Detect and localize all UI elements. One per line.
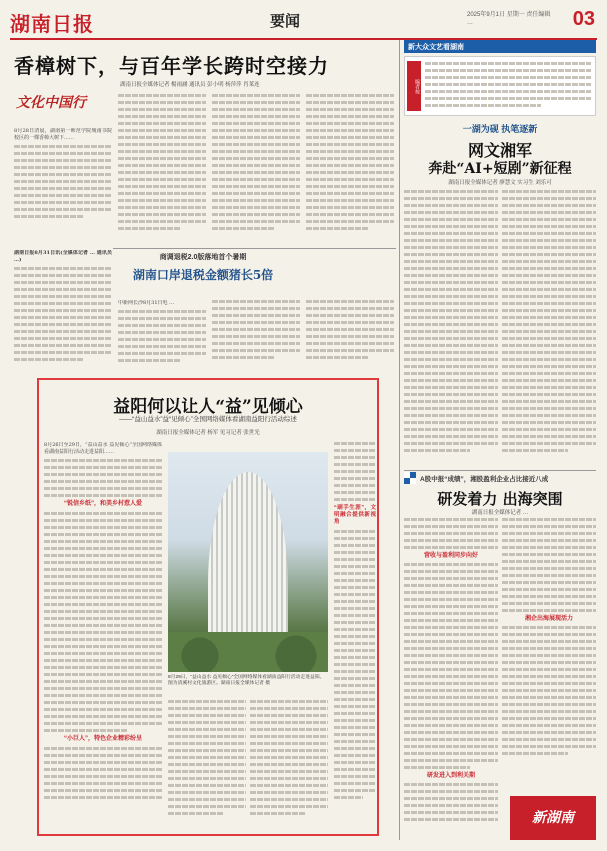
editor-note [404, 56, 596, 116]
divider [113, 248, 396, 249]
issue-date: 2025年9月1日 星期一 责任编辑 … [467, 12, 551, 26]
top-story-column-3 [212, 94, 300, 244]
bottom-right-subhead: 营收与盈利同步向好 [423, 553, 478, 559]
bottom-right-column-2 [502, 518, 596, 790]
text-filler [14, 145, 112, 218]
right-story-column-1 [404, 190, 498, 468]
qr-code-icon [404, 472, 416, 484]
newspaper-logo: 湖南日报 [10, 12, 94, 36]
column-rule [399, 40, 400, 840]
bottom-right-subhead: 研发进入到利关期 [426, 773, 475, 779]
right-headline-1: 网文湘军 [467, 141, 532, 160]
mid-story-headline: 湖南口岸退税金额猪长5倍 [132, 268, 274, 282]
feature-subhead: “锐信乡纸”，和美乡村惹人爱 [63, 501, 142, 507]
text-filler [404, 518, 498, 549]
divider [404, 470, 596, 471]
bottom-right-column-1 [404, 518, 498, 840]
feature-headline: 益阳何以让人“益”见倾心 [113, 397, 303, 417]
mid-story-column-3 [306, 300, 394, 372]
top-story-lede [14, 128, 112, 248]
text-filler [14, 267, 112, 361]
right-panel-header: 新大众文艺看湖南 [404, 40, 596, 53]
mid-story-column-1 [118, 300, 206, 372]
feature-lede: 8月26日至29日，“益山益水 益见倾心”全国网络媒体看湖南益阳行活动走进益阳…… [44, 442, 162, 455]
feature-photo-caption: 8月29日，“益山益水 益见倾心”全国网络媒体看湖南益阳行活动走进益阳。图为清溪村文化旅游区。湖南日报全媒体记者 摄 [168, 675, 325, 686]
section-title: 要闻 [270, 12, 301, 30]
feature-deck: ——“益山益水”益“见倾心”全国网络媒体看湖南益阳行活动综述 [119, 416, 297, 423]
trees-image [168, 632, 328, 672]
bottom-right-headline: 研发着力 出海突围 [437, 490, 563, 508]
bottom-right-subhead: 湘企出海展现活力 [524, 616, 573, 622]
feature-column-3 [250, 700, 328, 830]
text-filler [44, 512, 162, 732]
editor-note-text [425, 62, 591, 112]
text-filler [44, 459, 162, 497]
text-filler [404, 563, 498, 769]
text-filler [334, 442, 376, 501]
top-story-column-2 [118, 94, 206, 244]
bottom-right-kicker: A股中报“成绩”，湘股盈利企业占比接近八成 [420, 476, 549, 483]
top-story-column-4 [306, 94, 394, 244]
feature-column-4 [334, 442, 376, 830]
text-filler [404, 783, 498, 821]
calligraphy-title: 文化中国行 [16, 95, 86, 111]
footer-logo: 新湖南 [510, 796, 596, 840]
right-byline: 湖南日报全媒体记者 廖慧文 实习生 刘乐可 [448, 180, 552, 186]
editor-note-label: 编者按 [407, 61, 421, 111]
feature-byline: 湖南日报全媒体记者 杨军 见习记者 张世光 [156, 430, 260, 436]
text-filler [502, 626, 596, 755]
bottom-right-byline: 湖南日报全媒体记者 … [471, 510, 529, 516]
feature-subhead: “小巨人”，特色企业精彩纷呈 [63, 736, 142, 742]
mid-story-column-2 [212, 300, 300, 372]
top-story-byline: 湖南日报全媒体记者 楊雨涵 通讯员 彭小明 杨萍萍 肖莱连 [120, 82, 260, 88]
right-headline-2: 奔赴“AI+短剧”新征程 [428, 161, 572, 177]
mid-story-lede: 中新网长沙8月31日电 … [118, 300, 175, 306]
masthead [10, 6, 597, 40]
text-filler [44, 747, 162, 799]
page-number: 03 [572, 8, 595, 30]
landmark-building-image [208, 472, 288, 657]
text-filler [502, 518, 596, 612]
top-story-headline: 香樟树下，与百年学长跨时空接力 [14, 54, 329, 78]
feature-subhead: “刷手生涯”，文明融合提供新视角 [334, 505, 376, 525]
mid-story-head [113, 252, 293, 296]
sidebar-brief [14, 250, 112, 375]
sidebar-brief-lede: 湖南日报8月31日讯(全媒体记者 … 通讯员 …) [14, 250, 112, 263]
feature-photo [168, 452, 328, 672]
right-story-column-2 [502, 190, 596, 468]
feature-column-1 [44, 442, 162, 830]
text-filler [334, 530, 376, 799]
top-story-lede-text: 8月28日清晨，湖南第一师范学院城南书院校区的一棵香樟大树下…… [14, 128, 112, 141]
right-kicker: 一湖为砚 执笔逐新 [462, 124, 538, 134]
text-filler [118, 310, 206, 362]
feature-column-2 [168, 700, 246, 830]
mid-story-kicker: 商调退税2.0版落地首个暑期 [159, 254, 247, 261]
